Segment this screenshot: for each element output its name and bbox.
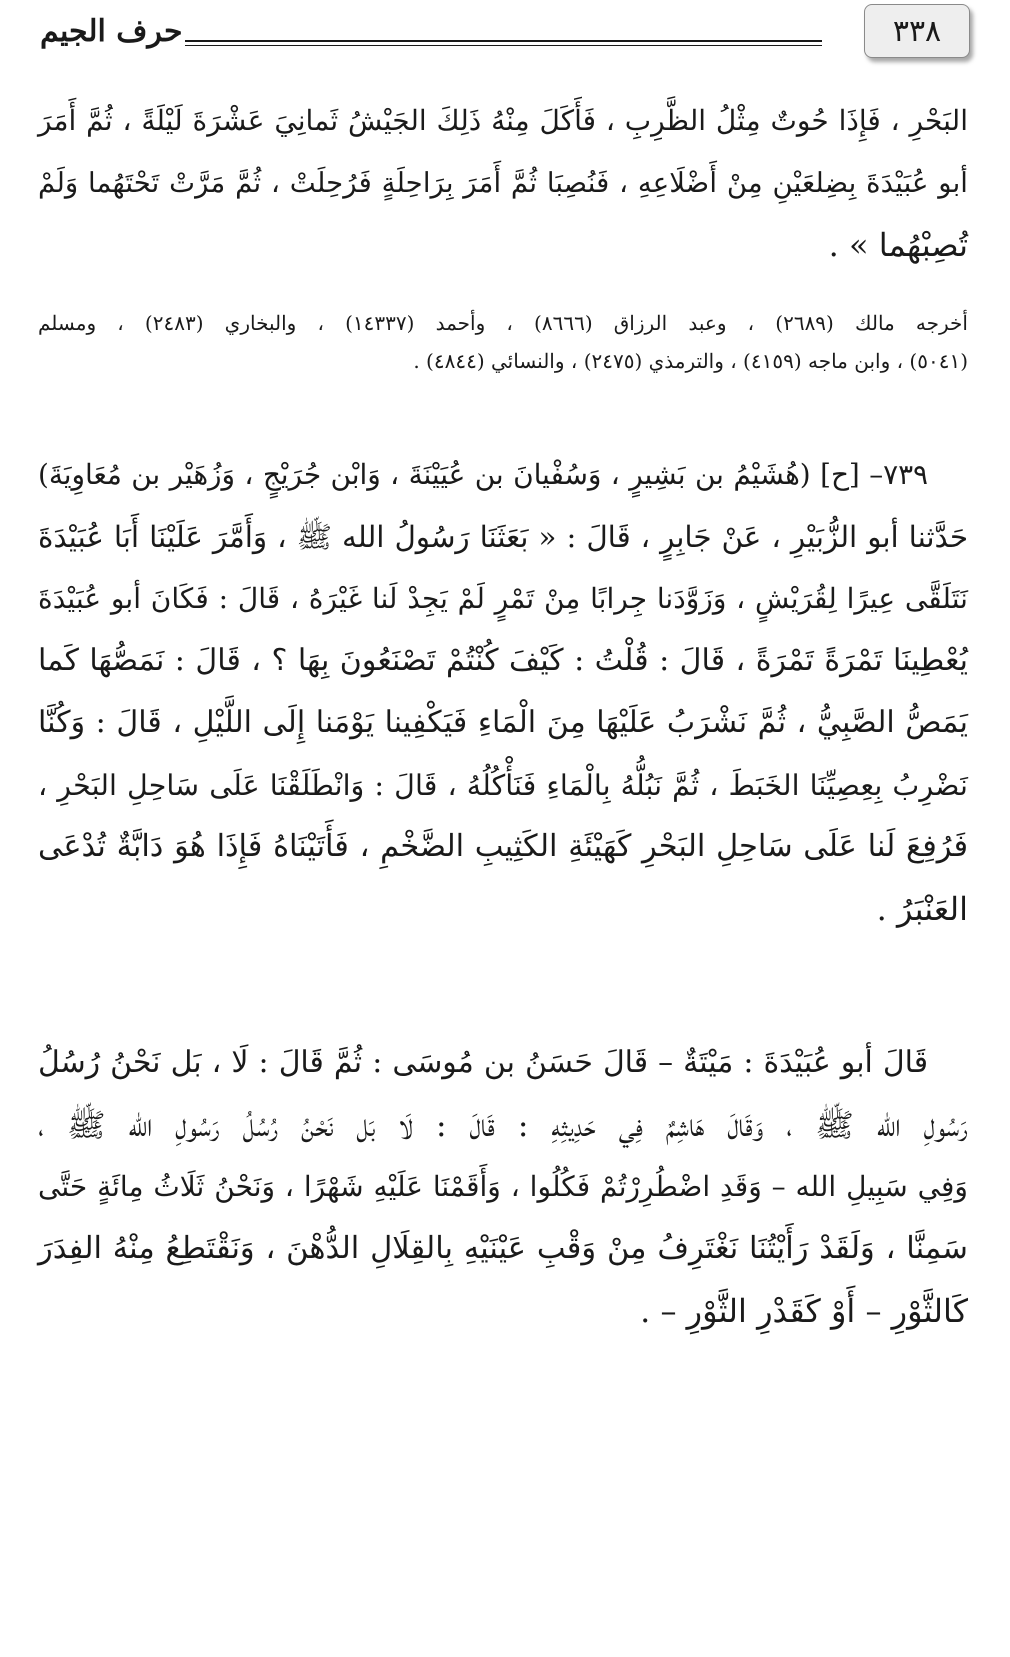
- page-number: ٣٣٨: [892, 13, 942, 49]
- paragraph-continuation: [38, 90, 968, 276]
- text-line: حَدَّثنا أبو الزُّبَيْرِ ، عَنْ جَابِرٍ ، قَالَ : « بَعَثَنَا رَسُولُ الله ﷺ ، وَأَمَّرَ عَلَيْنَا أَبَا عُبَيْدَةَ: [38, 520, 968, 554]
- text-line: تُصِبْهُما » .: [828, 226, 968, 264]
- paragraph: [38, 1032, 968, 1342]
- text-line: البَحْرِ ، فَإِذَا حُوتٌ مِثْلُ الظَّرِبِ ، فَأَكَلَ مِنْهُ ذَلِكَ الجَيْشُ ثَمانِيَ عَشْرَةَ لَيْلَةً ، ثُمَّ أَمَرَ: [38, 104, 968, 137]
- text-line: قَالَ أبو عُبَيْدَةَ : مَيْتَةٌ – قَالَ حَسَنُ بن مُوسَى : ثُمَّ قَالَ : لَا ، بَل نَحْنُ رُسُلُ: [38, 1045, 928, 1080]
- footnote-line: أخرجه مالك (٢٦٨٩) ، وعبد الرزاق (٨٦٦٦) ، وأحمد (١٤٣٣٧) ، والبخاري (٢٤٨٣) ، ومسلم: [38, 311, 968, 335]
- text-line: يُعْطِينَا تَمْرَةً تَمْرَةً ، قَالَ : قُلْتُ : كَيْفَ كُنْتُمْ تَصْنَعُونَ بِهَا ؟ ، قَالَ : نَمَصُّهَا كَما: [38, 643, 968, 678]
- running-head: حرف الجيم: [40, 14, 183, 49]
- takhrij-footnote: [38, 304, 968, 380]
- text-line: أبو عُبَيْدَةَ بِضِلعَيْنِ مِنْ أَضْلَاعِهِ ، فَنُصِبَا ثُمَّ أَمَرَ بِرَاحِلَةٍ فَرُحِلَتْ ، ثُمَّ مَرَّتْ تَحْتَهُما وَلَمْ: [38, 166, 968, 199]
- text-line: وَفِي سَبِيلِ الله – وَقَدِ اضْطُرِرْتُمْ فَكُلُوا ، وَأَقَمْنَا عَلَيْهِ شَهْرًا ، وَنَحْنُ ثَلَاثُ مِائَةٍ حَتَّى: [38, 1170, 968, 1203]
- text-line: سَمِنَّا ، وَلَقَدْ رَأَيْتُنَا نَغْتَرِفُ مِنْ وَقْبِ عَيْنَيْهِ بِالقِلَالِ الدُّهْنَ ، وَنَقْتَطِعُ مِنْهُ الفِدَرَ: [38, 1231, 968, 1266]
- text-line: رَسُولِ الله ﷺ ، وَقَالَ هَاشِمٌ فِي حَدِيثِهِ : قَالَ : لَا بَل نَحْنُ رُسُلُ رَسُولِ الله ﷺ ،: [38, 1106, 968, 1144]
- text-line: ٧٣٩– [ح] (هُشَيْمُ بن بَشِيرٍ ، وَسُفْيانَ بن عُيَيْنَةَ ، وَابْن جُرَيْجٍ ، وَزُهَيْر بن مُعَاوِيَةَ): [38, 458, 928, 491]
- header-rule: [185, 40, 822, 42]
- hadith-paragraph: [38, 444, 968, 940]
- text-line: يَمَصُّ الصَّبِيُّ ، ثُمَّ نَشْرَبُ عَلَيْهَا مِنَ الْمَاءِ فَيَكْفِينا يَوْمَنا إِلَى اللَّيْلِ ، قَالَ : وَكُنَّا: [38, 705, 968, 740]
- text-line: كَالثَّوْرِ – أَوْ كَقَدْرِ الثَّوْرِ – .: [640, 1292, 968, 1330]
- footnote-line: (٥٠٤١) ، وابن ماجه (٤١٥٩) ، والترمذي (٢٤٧٥) ، والنسائي (٤٨٤٤) .: [413, 349, 968, 373]
- text-line: العَنْبَرُ .: [876, 890, 968, 928]
- text-line: فَرُفِعَ لَنا عَلَى سَاحِلِ البَحْرِ كَهَيْئَةِ الكَثِيبِ الضَّخْمِ ، فَأَتَيْنَاهُ فَإِذَا هُوَ دَابَّةٌ تُدْعَى: [38, 829, 968, 864]
- text-line: نَضْرِبُ بِعِصِيِّنَا الخَبَطَ ، ثُمَّ نَبُلُّهُ بِالْمَاءِ فَنَأْكُلُهُ ، قَالَ : وَانْطَلَقْنَا عَلَى سَاحِلِ البَحْرِ ،: [38, 768, 968, 802]
- page-number-badge: [864, 4, 970, 58]
- header-rule-secondary: [185, 45, 822, 46]
- text-line: نَتَلَقَّى عِيرًا لِقُرَيْشٍ ، وَزَوَّدَنا جِرابًا مِنْ تَمْرٍ لَمْ يَجِدْ لَنا غَيْرَهُ ، قَالَ : فَكَانَ أبو عُبَيْدَةَ: [38, 582, 968, 615]
